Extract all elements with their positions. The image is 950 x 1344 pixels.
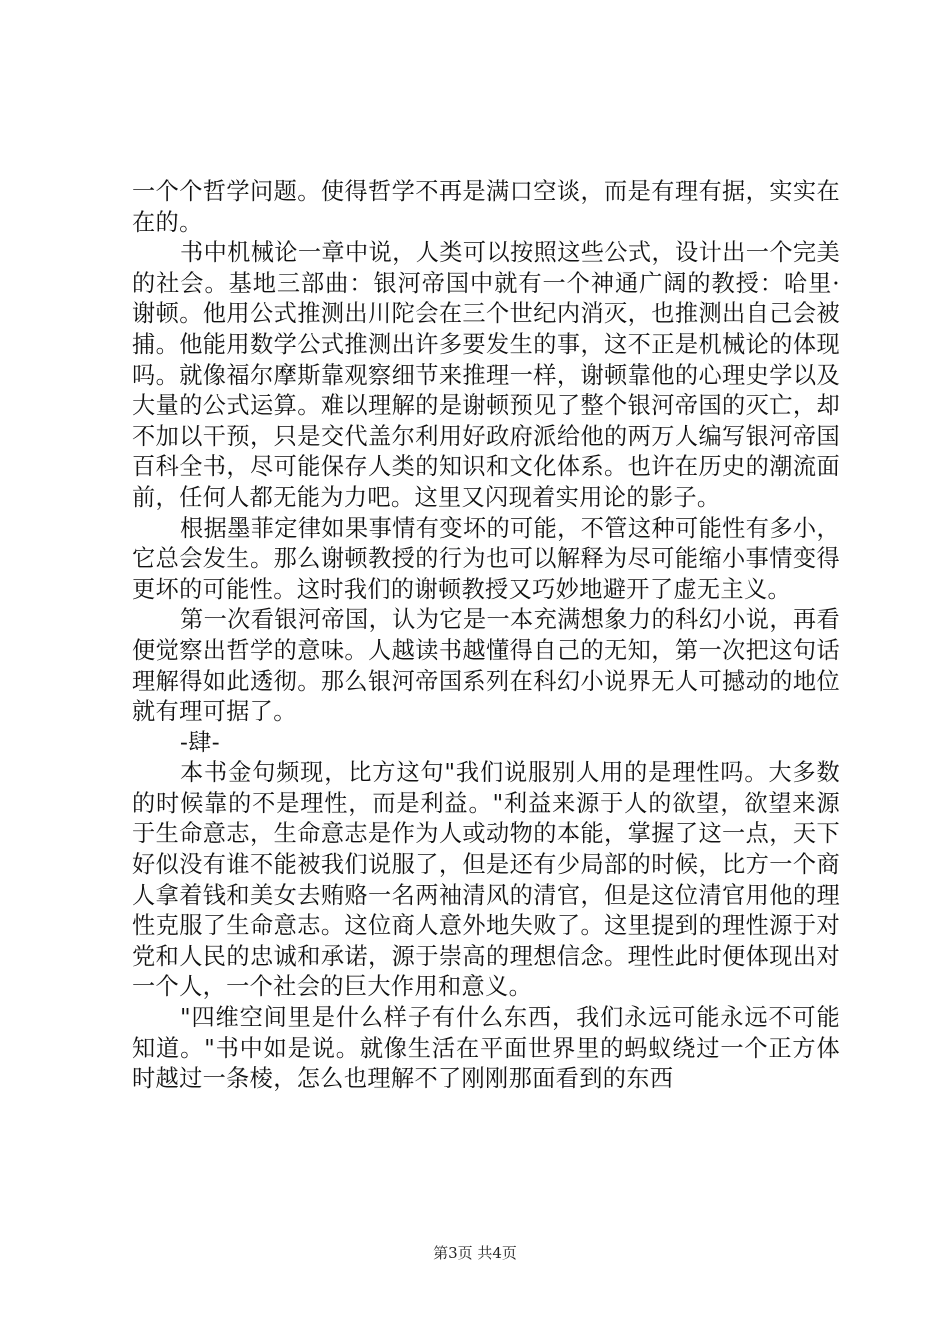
paragraph-continuation: 一个个哲学问题。使得哲学不再是满口空谈，而是有理有据，实实在在的。 [132,178,840,236]
paragraph-murphy-law: 根据墨菲定律如果事情有变坏的可能，不管这种可能性有多小，它总会发生。那么谢顿教授的行为也可以解释为尽可能缩小事情变得更坏的可能性。这时我们的谢顿教授又巧妙地避开了虚无主义。 [132,514,840,603]
section-heading-four: -肆- [180,728,220,756]
paragraph-four-dimensions: "四维空间里是什么样子有什么东西，我们永远可能永远不可能知道。"书中如是说。就像生活在平面世界里的蚂蚁绕过一个正方体时越过一条棱，怎么也理解不了刚刚那面看到的东西 [132,1004,840,1093]
paragraph-mechanism: 书中机械论一章中说，人类可以按照这些公式，设计出一个完美的社会。基地三部曲：银河帝国中就有一个神通广阔的教授：哈里·谢顿。他用公式推测出川陀会在三个世纪内消灭，也推测出自己会被捕。他能用数学公式推测出许多要发生的事，这不正是机械论的体现吗。就像福尔摩斯靠观察细节来推理一样，谢顿靠他的心理史学以及大量的公式运算。难以理解的是谢顿预见了整个银河帝国的灭亡，却不加以干预，只是交代盖尔利用好政府派给他的两万人编写银河帝国百科全书，尽可能保存人类的知识和文化体系。也许在历史的潮流面前，任何人都无能为力吧。这里又闪现着实用论的影子。 [132,239,840,511]
document-body [132,177,840,1095]
paragraph-golden-quote: 本书金句频现，比方这句"我们说服别人用的是理性吗。大多数的时候靠的不是理性，而是利益。"利益来源于人的欲望，欲望来源于生命意志，生命意志是作为人或动物的本能，掌握了这一点，天下好似没有谁不能被我们说服了，但是还有少局部的时候，比方一个商人拿着钱和美女去贿赂一名两袖清风的清官，但是这位清官用他的理性克服了生命意志。这位商人意外地失败了。这里提到的理性源于对党和人民的忠诚和承诺，源于崇高的理想信念。理性此时便体现出对一个人，一个社会的巨大作用和意义。 [132,759,840,1001]
page-number-footer: 第3页 共4页 [433,1244,517,1262]
paragraph-first-reading: 第一次看银河帝国，认为它是一本充满想象力的科幻小说，再看便觉察出哲学的意味。人越读书越懂得自己的无知，第一次把这句话理解得如此透彻。那么银河帝国系列在科幻小说界无人可撼动的地位就有理可据了。 [132,606,840,726]
